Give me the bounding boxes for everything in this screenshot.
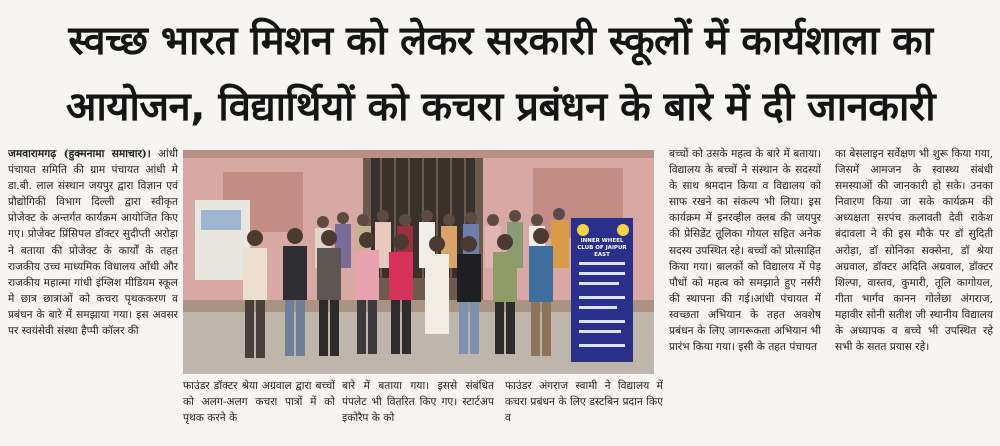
headline-line-2: आयोजन, विद्यार्थियों को कचरा प्रबंधन के बारे में दी जानकारी [65, 84, 936, 130]
article-column-1 [8, 146, 178, 444]
photo-below-text-1 [183, 378, 335, 444]
photo-below-text-2 [342, 378, 494, 444]
column-4-text: बच्चों को उसके महत्व के बारे में बताया। विद्यालय के बच्चों ने संस्थान के सदस्यों के साथ श्रमदान किया व विद्यालय को साफ रखने का संकल्प भी लिया। इस कार्यक्रम में इनरव्हील क्लब की जयपुर की प्रेसिडेंट तूलिका गोयल सहित अनेक सदस्य उपस्थित रहे। बच्चों को प्रोत्साहित किया गया। बालकों को विद्यालय में पेड़ पौधों को महत्व को समझाते हुए नर्सरी की स्थापना की गई।आंधी पंचायत में स्वच्छता अभियान के तहत अवशेष प्रबंधन के लिए जागरूकता अभियान भी प्रारंभ किया गया। इसी के तहत पंचायत [669, 148, 821, 354]
column-1-text: आंधी पंचायत समिति की ग्राम पंचायत आंधी मे डा.बी. लाल संस्थान जयपुर द्वारा विज्ञान एवं प्रौद्योगिकी विभाग दिल्ली द्वारा स्वीकृत प्रोजेक्ट के अन्तर्गत कार्यक्रम आयोजित किए गए। प्रोजेक्ट प्रिंसिपल डॉक्टर सुदीप्ती अरोड़ा ने बताया की प्रोजेक्ट के कार्यों के तहत राजकीय उच्च माध्यमिक विधालय आँधी और राजकीय महात्मा गांधी इंग्लिश मीडियम स्कूल मे छात्र छात्राओं को कचरा पृथककरण व प्रबंधन के बारे में समझाया गया। इस अवसर पर स्वयंसेवी संस्था हैप्पी कॉलर की [8, 148, 178, 338]
article-column-5 [835, 146, 993, 444]
column-5-text: का बेसलाइन सर्वेक्षण भी शुरू किया गया, जिसमें आमजन के स्वास्थ्य संबंधी समस्याओं की जानकारी हो सके। उनका निवारण किया जा सके कार्यक्रम की अध्यक्षता सरपंच कलावती देवी राकेश बंदावला ने की इस मौके पर डॉ सुदिती अरोड़ा, डॉ सोनिका सक्सेना, डॉ श्रेया अग्रवाल, डॉक्टर अदिति अग्रवाल, डॉक्टर शिल्पा, वास्तव, कुमारी, तूलि कागोयल, गीता भार्गव कानन गोलेछा अंगराज, महावीर सोनी सतीश जी स्थानीय विद्यालय के अध्यापक व बच्चे भी उपस्थित रहे सभी के सतत प्रयास रहे। [835, 148, 993, 354]
photo-below-text-1-body: फाउंडर डॉक्टर श्रेया अग्रवाल द्वारा बच्चों को अलग-अलग कचरा पात्रों में कोे पृथक करने के [183, 380, 335, 425]
article-column-4 [669, 146, 821, 444]
headline-line-1: स्वच्छ भारत मिशन को लेकर सरकारी स्कूलों में कार्यशाला का [68, 18, 933, 64]
photo-below-text-3 [505, 378, 663, 444]
dateline: जमवारामगढ़ (हुक्मनामा समाचार)। [8, 148, 151, 160]
photo-below-text-2-body: बारे में बताया गया। इससे संबंधित पंपलेट भी वितरित किए गए। स्टार्टअप इकोरैप के को [342, 380, 494, 425]
photo-illustration [183, 150, 654, 374]
banner-title: INNER WHEEL CLUB OF JAIPUR EAST [577, 238, 627, 258]
group-photo [183, 150, 654, 374]
photo-below-text-3-body: फाउंडर अंगराज स्वामी ने विद्यालय में कचरा प्रबंधन के लिए डस्टबिन प्रदान किए व [505, 380, 663, 425]
